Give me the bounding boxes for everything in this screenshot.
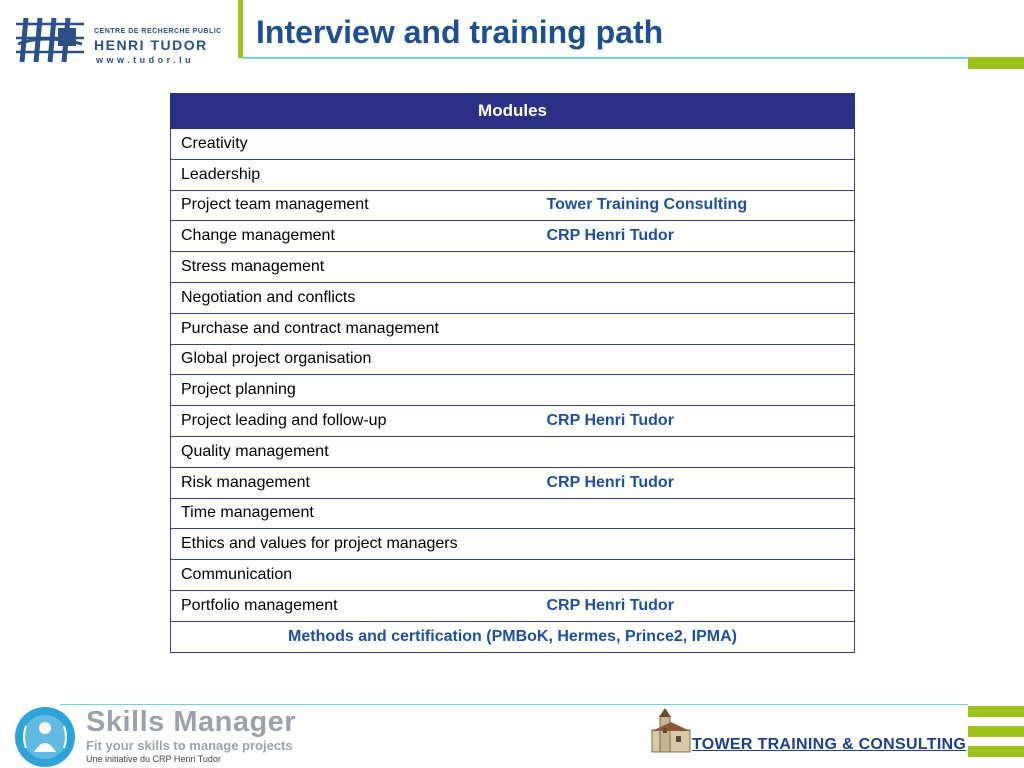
module-provider: CRP Henri Tudor <box>543 590 855 621</box>
table-header: Modules <box>171 94 855 129</box>
table-row <box>171 344 855 375</box>
module-provider <box>543 129 855 160</box>
table-row <box>171 436 855 467</box>
table-row <box>171 282 855 313</box>
module-provider <box>543 159 855 190</box>
module-name: Creativity <box>171 129 543 160</box>
module-name: Project team management <box>171 190 543 221</box>
module-provider: CRP Henri Tudor <box>543 221 855 252</box>
table-row <box>171 406 855 437</box>
module-name: Portfolio management <box>171 590 543 621</box>
module-name: Project leading and follow-up <box>171 406 543 437</box>
tower-training-label: TOWER TRAINING & CONSULTING <box>692 736 967 753</box>
logo-url: www.tudor.lu <box>96 55 195 65</box>
module-name: Negotiation and conflicts <box>171 282 543 313</box>
footer-green-bars <box>968 706 1024 766</box>
module-name: Purchase and contract management <box>171 313 543 344</box>
table-row <box>171 590 855 621</box>
skills-manager-title: Skills Manager <box>86 706 297 738</box>
table-row <box>171 129 855 160</box>
table-row <box>171 190 855 221</box>
table-row <box>171 467 855 498</box>
module-name: Change management <box>171 221 543 252</box>
table-row <box>171 529 855 560</box>
table-row <box>171 375 855 406</box>
table-row <box>171 252 855 283</box>
module-name: Communication <box>171 560 543 591</box>
page-title: Interview and training path <box>256 14 664 50</box>
table-row <box>171 560 855 591</box>
logo-line2: HENRI TUDOR <box>94 37 208 53</box>
module-name: Ethics and values for project managers <box>171 529 543 560</box>
table-header-row <box>171 94 855 129</box>
skills-manager-subtitle: Fit your skills to manage projects <box>86 738 293 753</box>
header-green-block <box>968 57 1024 69</box>
module-provider <box>543 313 855 344</box>
module-provider <box>543 560 855 591</box>
table-row <box>171 221 855 252</box>
module-provider: CRP Henri Tudor <box>543 406 855 437</box>
module-name: Project planning <box>171 375 543 406</box>
module-provider <box>543 282 855 313</box>
header-green-divider <box>238 0 243 58</box>
module-provider <box>543 252 855 283</box>
module-provider: Tower Training Consulting <box>543 190 855 221</box>
tudor-logo-icon <box>14 14 86 66</box>
skills-manager-logo <box>14 706 344 768</box>
module-provider <box>543 436 855 467</box>
module-provider <box>543 529 855 560</box>
skills-manager-icon <box>14 706 76 768</box>
module-name: Global project organisation <box>171 344 543 375</box>
module-name: Risk management <box>171 467 543 498</box>
module-name: Stress management <box>171 252 543 283</box>
skills-manager-initiative: Une initiative du CRP Henri Tudor <box>86 754 221 764</box>
footer-rule <box>60 704 968 705</box>
module-provider <box>543 498 855 529</box>
module-provider <box>543 344 855 375</box>
tower-training-logo <box>650 708 967 756</box>
table-footer-row <box>171 621 855 652</box>
table-row <box>171 313 855 344</box>
table-row <box>171 159 855 190</box>
module-provider: CRP Henri Tudor <box>543 467 855 498</box>
modules-table <box>170 93 855 653</box>
header-rule <box>243 57 968 59</box>
logo-line1: CENTRE DE RECHERCHE PUBLIC <box>94 28 222 35</box>
tower-icon <box>650 708 692 754</box>
tudor-logo <box>14 12 224 70</box>
module-name: Quality management <box>171 436 543 467</box>
table-row <box>171 498 855 529</box>
module-name: Leadership <box>171 159 543 190</box>
methods-certification: Methods and certification (PMBoK, Hermes, Prince2, IPMA) <box>171 621 855 652</box>
module-provider <box>543 375 855 406</box>
module-name: Time management <box>171 498 543 529</box>
